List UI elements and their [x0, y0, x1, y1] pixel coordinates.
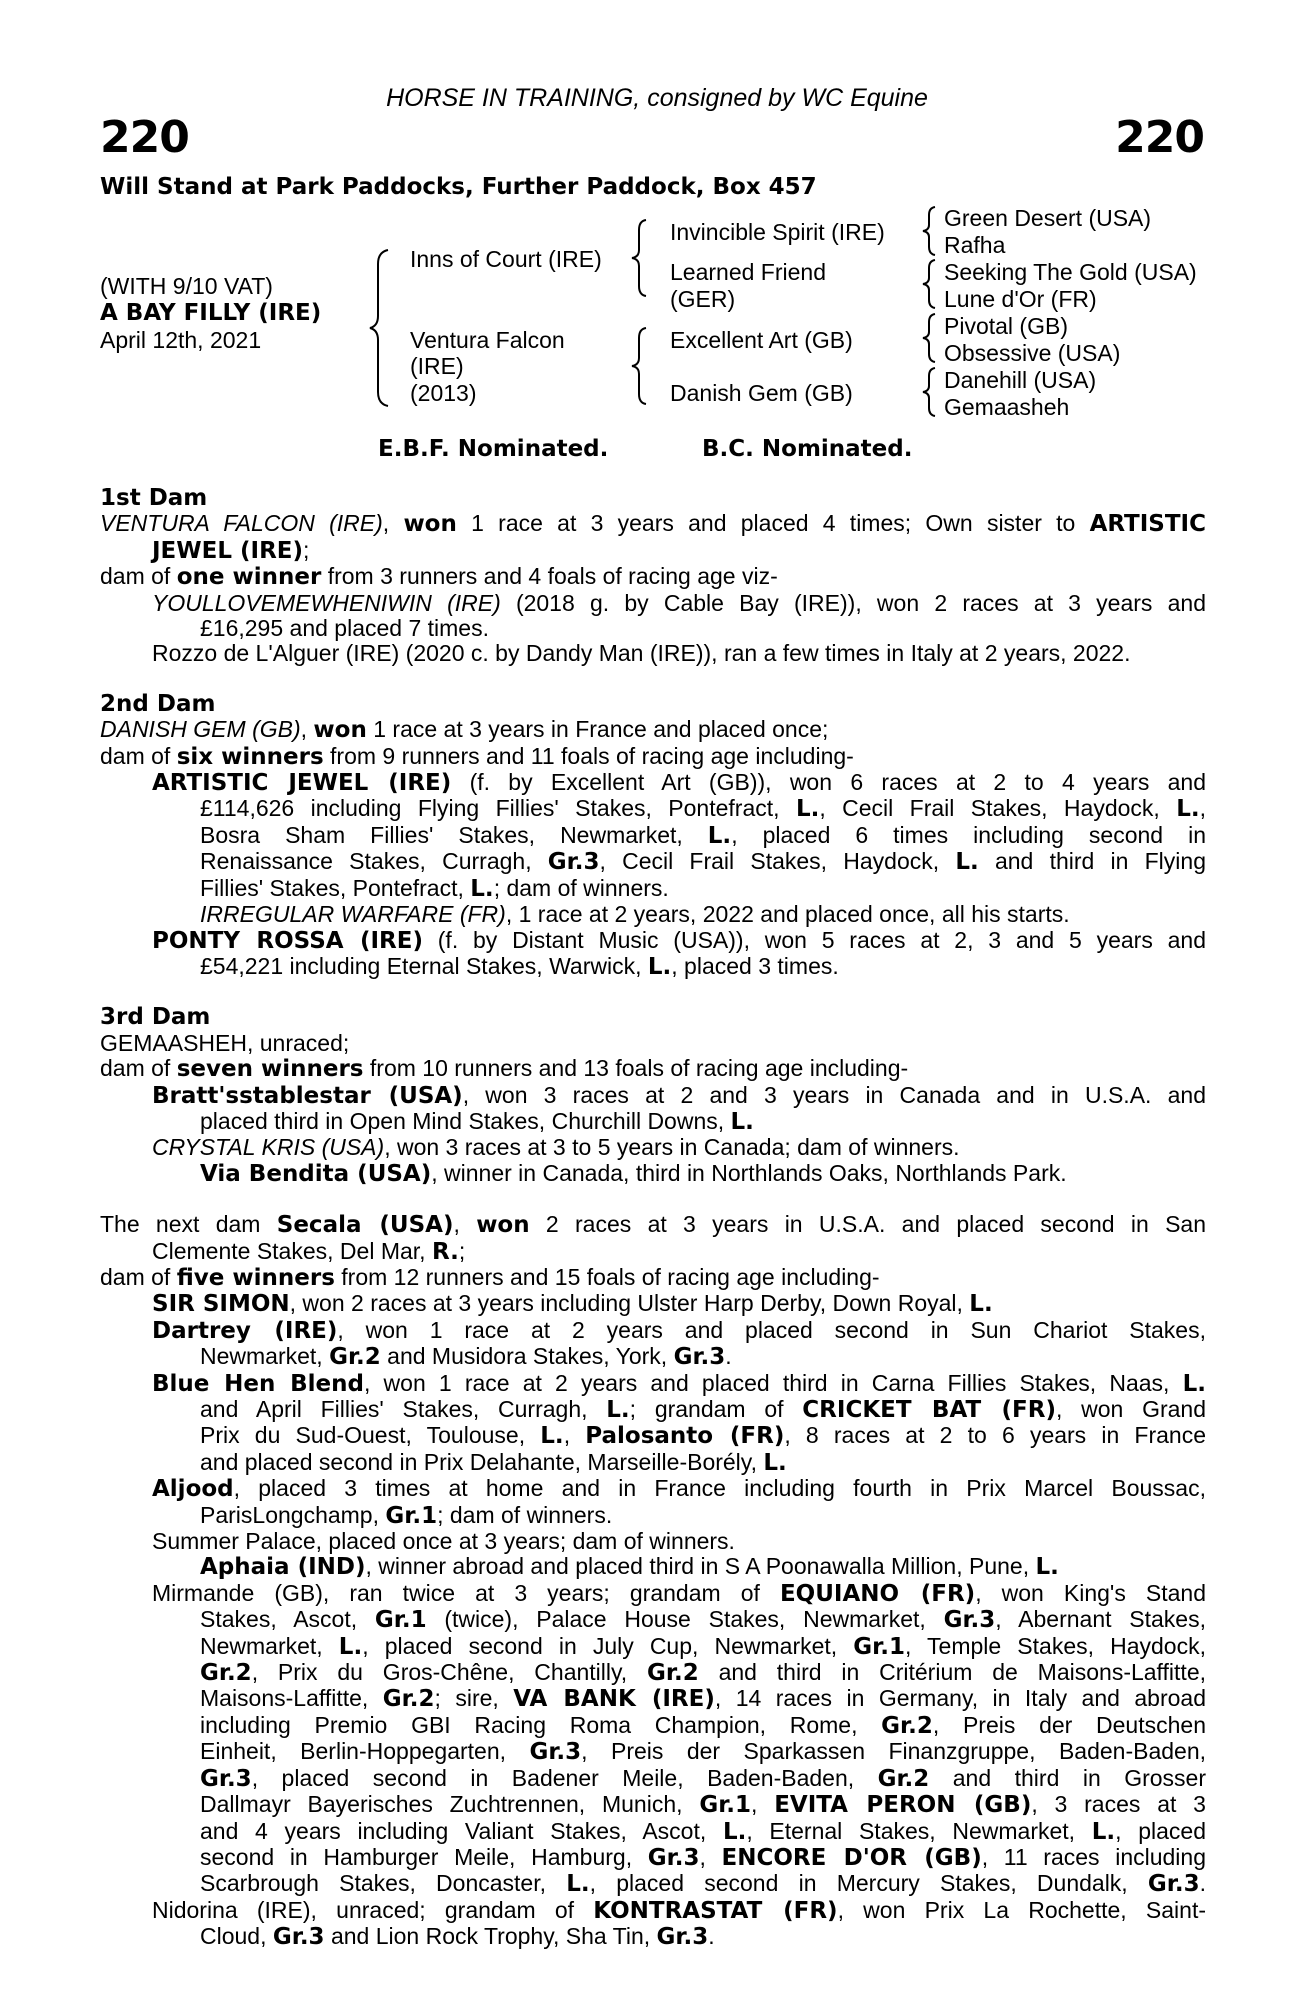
pedigree-brace-sire — [630, 218, 650, 298]
text-line: dam of seven winners from 10 runners and 13 foals of racing age including- — [100, 1055, 909, 1083]
text-line: GEMAASHEH, unraced; — [100, 1029, 350, 1056]
bold-text: R. — [431, 1238, 459, 1265]
bc-nomination: B.C. Nominated. — [702, 436, 913, 462]
pedigree-dds: Danehill (USA) — [944, 367, 1097, 393]
bold-text: L. — [338, 1633, 363, 1660]
foaling-date: April 12th, 2021 — [100, 327, 262, 353]
text-line: Stakes, Ascot, Gr.1 (twice), Palace House Stakes, Newmarket, Gr.3, Abernant Stakes, — [200, 1606, 1206, 1634]
pedigree-sire: Inns of Court (IRE) — [410, 246, 602, 272]
text-line: DANISH GEM (GB), won 1 race at 3 years in France and placed once; — [100, 716, 829, 744]
pedigree-sds: Seeking The Gold (USA) — [944, 259, 1197, 285]
bold-text: ARTISTIC — [1089, 511, 1206, 538]
bold-text: L. — [540, 1423, 564, 1450]
text-line: Summer Palace, placed once at 3 years; dam of winners. — [152, 1528, 735, 1555]
bold-text: Gr.2 — [329, 1344, 381, 1371]
text-line: Maisons-Laffitte, Gr.2; sire, VA BANK (IRE), 14 races in Germany, in Italy and abroad — [200, 1685, 1207, 1713]
bold-text: Gr.3 — [272, 1924, 325, 1951]
bold-text: KONTRASTAT (FR) — [593, 1897, 838, 1924]
bold-text: L. — [566, 1871, 590, 1898]
pedigree-brace-dam — [630, 326, 650, 406]
pedigree-brace-dd — [920, 366, 940, 418]
pedigree-brace-main — [368, 248, 394, 408]
text-line: £16,295 and placed 7 times. — [200, 615, 489, 642]
pedigree-ddd: Gemaasheh — [944, 394, 1070, 420]
pedigree-sire-dam-line1: Learned Friend — [670, 259, 826, 285]
text-line: Newmarket, Gr.2 and Musidora Stakes, York, Gr.3. — [200, 1343, 732, 1371]
text-line: Rozzo de L'Alguer (IRE) (2020 c. by Dandy Man (IRE)), ran a few times in Italy at 2 years, 2022. — [152, 640, 1131, 667]
bold-text: L. — [969, 1291, 993, 1318]
text-line: Dallmayr Bayerisches Zuchtrennen, Munich, Gr.1, EVITA PERON (GB), 3 races at 3 — [200, 1791, 1206, 1819]
bold-text: Gr.1 — [699, 1792, 751, 1819]
bold-text: won — [476, 1212, 530, 1239]
bold-text: won — [313, 717, 367, 744]
bold-text: Bratt'sstablestar (USA) — [152, 1082, 463, 1109]
bold-text: CRICKET BAT (FR) — [802, 1397, 1056, 1423]
text-line: YOULLOVEMEWHENIWIN (IRE) (2018 g. by Cable Bay (IRE)), won 2 races at 3 years and — [152, 589, 1206, 616]
bold-text: L. — [647, 953, 672, 980]
text-line: SIR SIMON, won 2 races at 3 years including Ulster Harp Derby, Down Royal, L. — [152, 1290, 993, 1318]
text-line: Dartrey (IRE), won 1 race at 2 years and placed second in Sun Chariot Stakes, — [152, 1316, 1206, 1344]
bold-text: six winners — [176, 743, 324, 770]
text-line: £54,221 including Eternal Stakes, Warwick, L., placed 3 times. — [200, 952, 839, 980]
text-line: PONTY ROSSA (IRE) (f. by Distant Music (USA)), won 5 races at 2, 3 and 5 years and — [152, 926, 1206, 954]
text-line: Aljood, placed 3 times at home and in France including fourth in Prix Marcel Boussac, — [152, 1475, 1206, 1503]
text-line: ParisLongchamp, Gr.1; dam of winners. — [200, 1501, 613, 1529]
text-line: Bratt'sstablestar (USA), won 3 races at 2 and 3 years in Canada and in U.S.A. and — [152, 1081, 1207, 1109]
bold-text: Gr.3 — [1147, 1871, 1200, 1898]
bold-text: one winner — [176, 564, 322, 591]
bold-text: L. — [1035, 1554, 1059, 1581]
section-heading: 3rd Dam — [100, 1004, 211, 1031]
bold-text: Gr.1 — [374, 1607, 427, 1634]
text-line: Renaissance Stakes, Curragh, Gr.3, Cecil Frail Stakes, Haydock, L. and third in Flying — [200, 848, 1206, 876]
bold-text: EVITA PERON (GB) — [774, 1792, 1032, 1819]
bold-text: Gr.1 — [853, 1633, 905, 1660]
italic-text: CRYSTAL KRIS (USA) — [152, 1134, 385, 1161]
text-line: and 4 years including Valiant Stakes, Ascot, L., Eternal Stakes, Newmarket, L., placed — [200, 1817, 1206, 1845]
pedigree-sire-dam-line2: (GER) — [670, 286, 736, 312]
bold-text: ARTISTIC JEWEL (IRE) — [152, 770, 452, 797]
text-line: Newmarket, L., placed second in July Cup, Newmarket, Gr.1, Temple Stakes, Haydock, — [200, 1632, 1206, 1660]
pedigree-dsd: Obsessive (USA) — [944, 340, 1121, 366]
bold-text: Gr.3 — [547, 849, 600, 876]
bold-text: L. — [1182, 1370, 1206, 1397]
bold-text: Dartrey (IRE) — [152, 1317, 338, 1344]
bold-text: Blue Hen Blend — [152, 1370, 364, 1397]
pedigree-brace-ss — [920, 205, 940, 257]
bold-text: Aljood — [152, 1476, 234, 1503]
lot-number-left: 220 — [100, 112, 189, 163]
bold-text: L. — [763, 1449, 787, 1476]
bold-text: L. — [1176, 796, 1200, 823]
bold-text: Secala (USA) — [276, 1212, 454, 1239]
text-line: including Premio GBI Racing Roma Champion, Rome, Gr.2, Preis der Deutschen — [200, 1711, 1206, 1739]
bold-text: Gr.3 — [943, 1607, 996, 1634]
bold-text: L. — [722, 1818, 747, 1845]
bold-text: Gr.1 — [385, 1502, 438, 1529]
text-line: Fillies' Stakes, Pontefract, L.; dam of winners. — [200, 874, 669, 902]
bold-text: EQUIANO (FR) — [779, 1580, 976, 1607]
bold-text: Gr.3 — [529, 1739, 582, 1766]
bold-text: Gr.2 — [200, 1660, 252, 1687]
bold-text: Gr.3 — [647, 1844, 700, 1871]
pedigree-dam-sire: Excellent Art (GB) — [670, 327, 853, 353]
catalogue-header: HORSE IN TRAINING, consigned by WC Equine — [386, 84, 928, 112]
bold-text: Palosanto (FR) — [585, 1423, 785, 1450]
bold-text: Gr.3 — [656, 1924, 709, 1951]
first-dam-section — [100, 486, 1206, 667]
bold-text: PONTY ROSSA (IRE) — [152, 927, 423, 954]
italic-text: YOULLOVEMEWHENIWIN (IRE) — [152, 589, 501, 616]
text-line: Einheit, Berlin-Hoppegarten, Gr.3, Preis der Sparkassen Finanzgruppe, Baden-Baden, — [200, 1738, 1207, 1766]
lot-number-right: 220 — [1115, 112, 1204, 163]
text-line: £114,626 including Flying Fillies' Stakes, Pontefract, L., Cecil Frail Stakes, Haydock, L., — [200, 795, 1207, 823]
bold-text: won — [403, 511, 457, 538]
bold-text: VA BANK (IRE) — [513, 1686, 715, 1713]
bold-text: SIR SIMON — [152, 1291, 290, 1318]
pedigree-dam-line3: (2013) — [410, 380, 477, 406]
bold-text: Gr.2 — [382, 1686, 435, 1713]
text-line: dam of five winners from 12 runners and 15 foals of racing age including- — [100, 1263, 880, 1291]
bold-text: five winners — [176, 1264, 335, 1291]
bold-text: L. — [1091, 1818, 1116, 1845]
section-heading: 1st Dam — [100, 485, 208, 511]
text-line: and placed second in Prix Delahante, Marseille-Borély, L. — [200, 1448, 787, 1476]
text-line: Gr.3, placed second in Badener Meile, Baden-Baden, Gr.2 and third in Grosser — [200, 1764, 1206, 1792]
stand-location: Will Stand at Park Paddocks, Further Paddock, Box 457 — [100, 174, 817, 200]
third-dam-section — [100, 1005, 1206, 1187]
bold-text: L. — [606, 1397, 630, 1423]
bold-text: Gr.3 — [673, 1344, 726, 1371]
pedigree-brace-ds — [920, 312, 940, 364]
text-line: Aphaia (IND), winner abroad and placed third in S A Poonawalla Million, Pune, L. — [200, 1553, 1059, 1581]
bold-text: ENCORE D'OR (GB) — [721, 1844, 982, 1871]
text-line: IRREGULAR WARFARE (FR), 1 race at 2 years, 2022 and placed once, all his starts. — [200, 901, 1070, 928]
italic-text: VENTURA FALCON (IRE) — [100, 510, 383, 537]
text-line: ARTISTIC JEWEL (IRE) (f. by Excellent Art (GB)), won 6 races at 2 to 4 years and — [152, 769, 1206, 797]
text-line: Prix du Sud-Ouest, Toulouse, L., Palosanto (FR), 8 races at 2 to 6 years in France — [200, 1422, 1207, 1450]
text-line: VENTURA FALCON (IRE), won 1 race at 3 years and placed 4 times; Own sister to ARTISTIC — [100, 510, 1206, 538]
pedigree-dam-line1: Ventura Falcon — [410, 327, 565, 353]
text-line: Mirmande (GB), ran twice at 3 years; grandam of EQUIANO (FR), won King's Stand — [152, 1579, 1206, 1607]
text-line: and April Fillies' Stakes, Curragh, L.; grandam of CRICKET BAT (FR), won Grand — [200, 1396, 1207, 1423]
text-line: JEWEL (IRE); — [152, 536, 310, 564]
bold-text: L. — [955, 849, 979, 876]
text-line: Cloud, Gr.3 and Lion Rock Trophy, Sha Tin, Gr.3. — [200, 1923, 715, 1951]
text-line: Clemente Stakes, Del Mar, R.; — [152, 1237, 466, 1265]
bold-text: Gr.3 — [200, 1765, 252, 1792]
bold-text: L. — [795, 796, 820, 823]
bold-text: Gr.2 — [881, 1712, 933, 1739]
bold-text: L. — [730, 1108, 754, 1135]
text-line: Gr.2, Prix du Gros-Chêne, Chantilly, Gr.2 and third in Critérium de Maisons-Laffitte, — [200, 1659, 1206, 1687]
text-line: dam of six winners from 9 runners and 11 foals of racing age including- — [100, 742, 854, 770]
bold-text: Gr.2 — [877, 1765, 930, 1792]
pedigree-dam-line2: (IRE) — [410, 353, 464, 379]
text-line: Nidorina (IRE), unraced; grandam of KONTRASTAT (FR), won Prix La Rochette, Saint- — [152, 1896, 1206, 1924]
pedigree-sdd: Lune d'Or (FR) — [944, 286, 1097, 312]
bold-text: Gr.2 — [647, 1660, 699, 1687]
pedigree-sss: Green Desert (USA) — [944, 205, 1152, 231]
second-dam-section — [100, 692, 1206, 980]
pedigree-dss: Pivotal (GB) — [944, 313, 1068, 339]
text-line: The next dam Secala (USA), won 2 races at 3 years in U.S.A. and placed second in San — [100, 1211, 1207, 1239]
bold-text: Aphaia (IND) — [200, 1554, 366, 1581]
vat-note: (WITH 9/10 VAT) — [100, 273, 273, 299]
pedigree-brace-sd — [920, 258, 940, 310]
italic-text: DANISH GEM (GB) — [100, 716, 301, 743]
pedigree-ssd: Rafha — [944, 232, 1006, 258]
text-line: Scarbrough Stakes, Doncaster, L., placed second in Mercury Stakes, Dundalk, Gr.3. — [200, 1870, 1206, 1898]
text-line: placed third in Open Mind Stakes, Churchill Downs, L. — [200, 1107, 754, 1135]
pedigree-sire-sire: Invincible Spirit (IRE) — [670, 219, 885, 245]
ebf-nomination: E.B.F. Nominated. — [378, 436, 609, 462]
text-line: Bosra Sham Fillies' Stakes, Newmarket, L., placed 6 times including second in — [200, 821, 1206, 849]
bold-text: JEWEL (IRE) — [152, 537, 304, 564]
bold-text: L. — [707, 822, 732, 849]
italic-text: IRREGULAR WARFARE (FR) — [200, 901, 506, 928]
section-heading: 2nd Dam — [100, 690, 216, 717]
text-line: second in Hamburger Meile, Hamburg, Gr.3, ENCORE D'OR (GB), 11 races including — [200, 1843, 1206, 1871]
bold-text: L. — [470, 875, 494, 902]
text-line: CRYSTAL KRIS (USA), won 3 races at 3 to 5 years in Canada; dam of winners. — [152, 1134, 960, 1161]
text-line: dam of one winner from 3 runners and 4 foals of racing age viz- — [100, 563, 778, 591]
pedigree-dam-dam: Danish Gem (GB) — [670, 380, 853, 406]
bold-text: Via Bendita (USA) — [200, 1160, 432, 1187]
bold-text: seven winners — [176, 1056, 364, 1083]
horse-name: A BAY FILLY (IRE) — [100, 300, 322, 326]
text-line: Blue Hen Blend, won 1 race at 2 years and placed third in Carna Fillies Stakes, Naas, L. — [152, 1369, 1206, 1397]
pedigree-notes — [100, 486, 1206, 1951]
text-line: Via Bendita (USA), winner in Canada, third in Northlands Oaks, Northlands Park. — [200, 1159, 1067, 1187]
next-dam-section — [100, 1212, 1206, 1950]
